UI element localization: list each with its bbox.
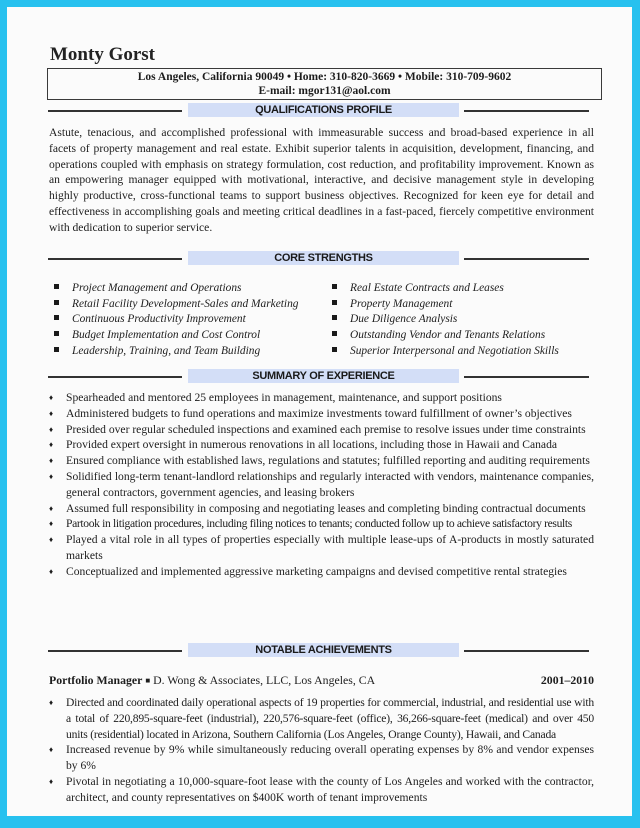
experience-item: ♦ Presided over regular scheduled inspections and examined each premise to resolve issues under time constraints <box>49 422 586 436</box>
section-header-experience <box>48 369 603 383</box>
square-bullet-icon <box>54 284 59 289</box>
divider-rule <box>48 376 182 378</box>
resume-page <box>7 7 632 816</box>
divider-rule <box>464 110 589 112</box>
strength-item: Leadership, Training, and Team Building <box>54 344 298 360</box>
divider-rule <box>464 376 589 378</box>
section-header-achievements <box>48 643 603 657</box>
square-bullet-icon <box>332 315 337 320</box>
section-title: NOTABLE ACHIEVEMENTS <box>188 643 459 657</box>
diamond-bullet-icon: ♦ <box>49 519 53 529</box>
section-header-core-strengths <box>48 251 603 265</box>
diamond-bullet-icon: ♦ <box>49 776 54 786</box>
square-bullet-icon <box>54 331 59 336</box>
experience-item: ♦ Partook in litigation procedures, including filing notices to tenants; conducted follow up to achieve satisfactory results <box>49 517 572 531</box>
qualifications-paragraph: Astute, tenacious, and accomplished professional with immeasurable success and broad-based experience in all facets of property management and real estate. Exhibit superior talents in acquisition, development, financing, and operations coupled with emphasis on strategy formulation, cost reduction, and profitability improvement. Known as an empowering manager equipped with motivational, interactive, and decisive management style in developing highly productive, cross-functional teams to support business objectives. Recognized for keen eye for detail and effectiveness in accomplishing goals and meeting critical deadlines in a fast-paced, fiercely competitive environment with dedication to superior service. <box>49 126 594 234</box>
contact-email: E-mail: mgor131@aol.com <box>258 85 391 97</box>
strength-item: Retail Facility Development-Sales and Marketing <box>54 297 298 313</box>
divider-rule <box>48 650 182 652</box>
diamond-bullet-icon: ♦ <box>49 745 54 755</box>
strength-item: Budget Implementation and Cost Control <box>54 328 298 344</box>
contact-box <box>47 68 602 100</box>
diamond-bullet-icon: ♦ <box>49 535 54 545</box>
experience-list <box>49 390 594 580</box>
job-title: Portfolio Manager <box>49 673 143 687</box>
diamond-bullet-icon: ♦ <box>49 440 54 450</box>
square-bullet-icon <box>54 315 59 320</box>
square-bullet-icon <box>54 347 59 352</box>
diamond-bullet-icon: ♦ <box>49 408 54 418</box>
strength-item: Superior Interpersonal and Negotiation Skills <box>332 344 559 360</box>
job-dates: 2001–2010 <box>540 673 594 687</box>
experience-item: ♦ Spearheaded and mentored 25 employees in management, maintenance, and support positions <box>49 391 502 404</box>
section-title: QUALIFICATIONS PROFILE <box>188 103 459 117</box>
section-title: SUMMARY OF EXPERIENCE <box>188 369 459 383</box>
square-bullet-icon <box>54 300 59 305</box>
strength-item: Project Management and Operations <box>54 281 298 297</box>
job-heading <box>49 672 594 689</box>
square-separator-icon: ■ <box>145 676 151 685</box>
achievement-item: ♦ Pivotal in negotiating a 10,000-square-foot lease with the county of Los Angeles and worked with the contractor, architect, and county representatives on $400K worth of tenant improvements <box>49 774 594 804</box>
strength-item: Property Management <box>332 297 559 313</box>
square-bullet-icon <box>332 347 337 352</box>
strength-item: Due Diligence Analysis <box>332 312 559 328</box>
employer: D. Wong & Associates, LLC, Los Angeles, CA <box>153 673 376 687</box>
achievement-item: ♦ Increased revenue by 9% while simultaneously reducing overall operating expenses by 8% and vendor expenses by 6% <box>49 743 594 773</box>
strength-item: Real Estate Contracts and Leases <box>332 281 559 297</box>
experience-item: ♦ Played a vital role in all types of properties especially with multiple lease-ups of A-products in mostly saturated markets <box>49 533 594 562</box>
strength-item: Continuous Productivity Improvement <box>54 312 298 328</box>
divider-rule <box>48 110 182 112</box>
candidate-name: Monty Gorst <box>50 44 156 65</box>
square-bullet-icon <box>332 331 337 336</box>
diamond-bullet-icon: ♦ <box>49 393 54 402</box>
divider-rule <box>464 650 589 652</box>
strengths-column-right <box>332 281 559 359</box>
strengths-column-left <box>54 281 298 359</box>
diamond-bullet-icon: ♦ <box>49 566 54 576</box>
diamond-bullet-icon: ♦ <box>49 503 54 513</box>
divider-rule <box>464 258 589 260</box>
square-bullet-icon <box>332 300 337 305</box>
section-title: CORE STRENGTHS <box>188 251 459 265</box>
square-bullet-icon <box>332 284 337 289</box>
experience-item: ♦ Solidified long-term tenant-landlord relationships and regularly interacted with vendors, maintenance companies, general contractors, government agencies, and leasing brokers <box>49 469 594 499</box>
divider-rule <box>48 258 182 260</box>
experience-item: ♦ Provided expert oversight in numerous renovations in all locations, including those in Hawaii and Canada <box>49 438 558 452</box>
diamond-bullet-icon: ♦ <box>49 698 53 707</box>
experience-item: ♦ Ensured compliance with established laws, regulations and statutes; fulfilled reporting and auditing requirements <box>49 454 590 468</box>
experience-item: ♦ Assumed full responsibility in composing and negotiating leases and completing binding contractual documents <box>49 501 586 515</box>
contact-address-phones: Los Angeles, California 90049 • Home: 310-820-3669 • Mobile: 310-709-9602 <box>137 71 512 83</box>
diamond-bullet-icon: ♦ <box>49 424 54 434</box>
strength-item: Outstanding Vendor and Tenants Relations <box>332 328 559 344</box>
section-header-qualifications <box>48 103 603 117</box>
diamond-bullet-icon: ♦ <box>49 456 54 466</box>
achievement-item: ♦ Directed and coordinated daily operational aspects of 19 properties for commercial, industrial, and residential use with a total of 220,895-square-feet (industrial), 220,576-square-feet (office), 36,266-square-feet (medical) and over 450 units (residential) located in Arizona, Southern California (Los Angeles, Orange County), Hawaii, and Canada <box>49 696 594 741</box>
diamond-bullet-icon: ♦ <box>49 471 54 481</box>
achievements-list <box>49 695 594 806</box>
experience-item: ♦ Administered budgets to fund operations and maximize investments toward fulfillment of owner’s objectives <box>49 406 572 420</box>
experience-item: ♦ Conceptualized and implemented aggressive marketing campaigns and devised competitive rental strategies <box>49 564 567 578</box>
